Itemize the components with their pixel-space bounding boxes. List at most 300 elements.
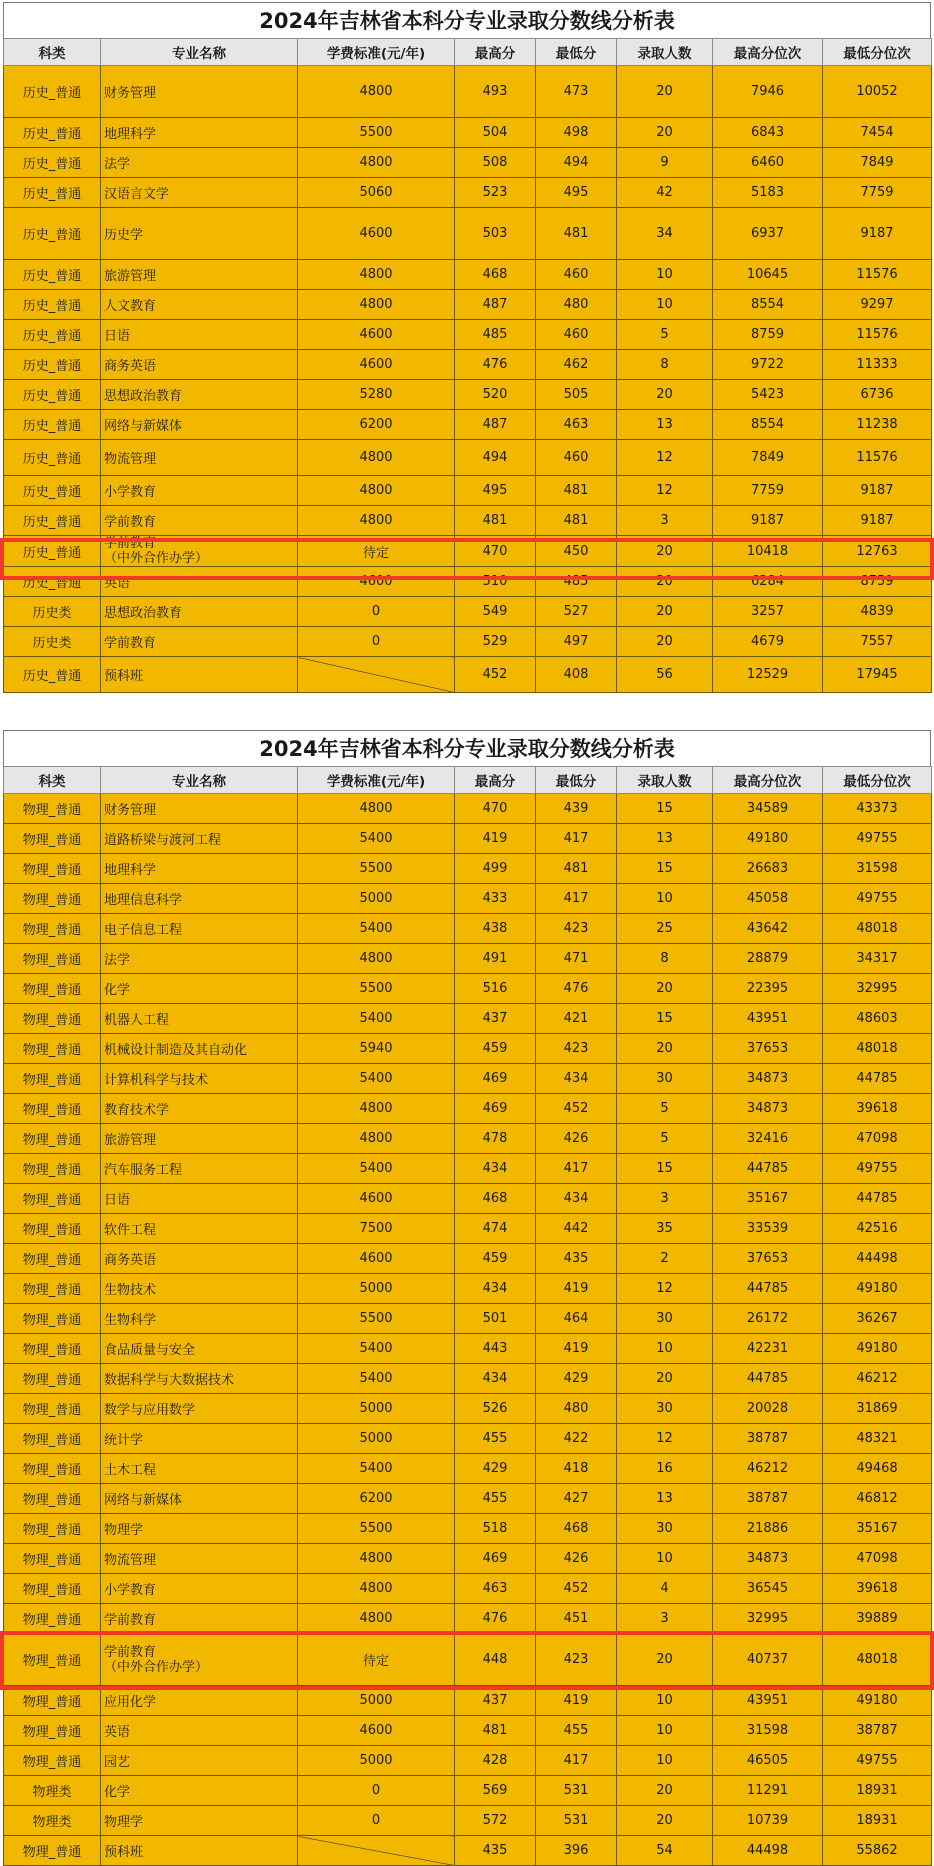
min-rank-cell: 48603 xyxy=(823,1004,932,1034)
fee-cell: 5000 xyxy=(298,884,455,914)
min-rank-cell: 10052 xyxy=(823,66,932,118)
admit-count-cell: 5 xyxy=(617,1094,713,1124)
table-row xyxy=(4,1454,932,1484)
table-row xyxy=(4,1064,932,1094)
fee-cell: 4800 xyxy=(298,260,455,290)
category-cell: 物理_普通 xyxy=(4,1064,101,1094)
admit-count-cell: 12 xyxy=(617,1424,713,1454)
admit-count-cell: 16 xyxy=(617,1454,713,1484)
max-rank-cell: 8554 xyxy=(713,410,823,440)
max-score-cell: 478 xyxy=(455,1124,536,1154)
min-score-cell: 450 xyxy=(536,536,617,567)
fee-cell: 5400 xyxy=(298,1454,455,1484)
admit-count-cell: 35 xyxy=(617,1214,713,1244)
column-header: 学费标准(元/年) xyxy=(298,39,455,66)
max-rank-cell: 44785 xyxy=(713,1274,823,1304)
major-cell: 电子信息工程 xyxy=(101,914,298,944)
major-cell: 地理信息科学 xyxy=(101,884,298,914)
category-cell: 物理_普通 xyxy=(4,1836,101,1866)
max-score-cell: 437 xyxy=(455,1004,536,1034)
max-rank-cell: 11291 xyxy=(713,1776,823,1806)
column-header: 录取人数 xyxy=(617,39,713,66)
max-score-cell: 469 xyxy=(455,1064,536,1094)
max-rank-cell: 26683 xyxy=(713,854,823,884)
min-rank-cell: 55862 xyxy=(823,1836,932,1866)
category-cell: 物理_普通 xyxy=(4,1514,101,1544)
major-cell: 网络与新媒体 xyxy=(101,1484,298,1514)
column-header: 最低分位次 xyxy=(823,39,932,66)
min-score-cell: 442 xyxy=(536,1214,617,1244)
max-rank-cell: 34873 xyxy=(713,1064,823,1094)
fee-cell: 4600 xyxy=(298,1244,455,1274)
admit-count-cell: 42 xyxy=(617,178,713,208)
fee-cell: 5400 xyxy=(298,1364,455,1394)
table-row xyxy=(4,476,932,506)
table-row xyxy=(4,824,932,854)
table-row xyxy=(4,260,932,290)
max-rank-cell: 44785 xyxy=(713,1364,823,1394)
min-score-cell: 439 xyxy=(536,794,617,824)
min-rank-cell: 49180 xyxy=(823,1274,932,1304)
major-cell: 机器人工程 xyxy=(101,1004,298,1034)
category-cell: 物理_普通 xyxy=(4,1154,101,1184)
table-row xyxy=(4,1604,932,1634)
category-cell: 历史_普通 xyxy=(4,208,101,260)
min-rank-cell: 31869 xyxy=(823,1394,932,1424)
category-cell: 物理_普通 xyxy=(4,1364,101,1394)
fee-cell: 4800 xyxy=(298,148,455,178)
min-rank-cell: 49180 xyxy=(823,1686,932,1716)
category-cell: 物理_普通 xyxy=(4,884,101,914)
admit-count-cell: 20 xyxy=(617,974,713,1004)
min-rank-cell: 18931 xyxy=(823,1776,932,1806)
min-score-cell: 485 xyxy=(536,567,617,597)
min-rank-cell: 46212 xyxy=(823,1364,932,1394)
major-cell: 思想政治教育 xyxy=(101,597,298,627)
fee-cell: 4800 xyxy=(298,1544,455,1574)
admit-count-cell: 10 xyxy=(617,260,713,290)
fee-cell: 0 xyxy=(298,597,455,627)
min-rank-cell: 49755 xyxy=(823,884,932,914)
fee-cell: 4800 xyxy=(298,944,455,974)
min-rank-cell: 42516 xyxy=(823,1214,932,1244)
column-header: 最低分 xyxy=(536,767,617,794)
min-score-cell: 527 xyxy=(536,597,617,627)
admit-count-cell: 20 xyxy=(617,66,713,118)
max-score-cell: 452 xyxy=(455,657,536,693)
major-cell: 日语 xyxy=(101,320,298,350)
category-cell: 物理_普通 xyxy=(4,1716,101,1746)
min-score-cell: 495 xyxy=(536,178,617,208)
min-rank-cell: 47098 xyxy=(823,1124,932,1154)
major-cell: 预科班 xyxy=(101,657,298,693)
table-row xyxy=(4,1484,932,1514)
category-cell: 物理_普通 xyxy=(4,854,101,884)
major-cell: 汉语言文学 xyxy=(101,178,298,208)
admission-table-physics xyxy=(3,730,931,1866)
min-score-cell: 480 xyxy=(536,1394,617,1424)
fee-cell: 4600 xyxy=(298,567,455,597)
min-score-cell: 473 xyxy=(536,66,617,118)
admit-count-cell: 3 xyxy=(617,506,713,536)
table-row xyxy=(4,794,932,824)
category-cell: 物理_普通 xyxy=(4,1686,101,1716)
min-rank-cell: 8759 xyxy=(823,567,932,597)
admit-count-cell: 15 xyxy=(617,1154,713,1184)
fee-cell: 5400 xyxy=(298,1334,455,1364)
table-row xyxy=(4,410,932,440)
max-rank-cell: 46505 xyxy=(713,1746,823,1776)
major-cell: 数学与应用数学 xyxy=(101,1394,298,1424)
admit-count-cell: 20 xyxy=(617,1034,713,1064)
max-score-cell: 433 xyxy=(455,884,536,914)
major-cell xyxy=(101,1634,298,1686)
admission-table-history xyxy=(3,2,931,693)
major-cell: 商务英语 xyxy=(101,350,298,380)
column-header: 科类 xyxy=(4,39,101,66)
fee-cell: 0 xyxy=(298,1806,455,1836)
category-cell: 物理_普通 xyxy=(4,1746,101,1776)
max-rank-cell: 20028 xyxy=(713,1394,823,1424)
max-score-cell: 487 xyxy=(455,410,536,440)
admit-count-cell: 20 xyxy=(617,1634,713,1686)
min-score-cell: 434 xyxy=(536,1184,617,1214)
category-cell: 历史_普通 xyxy=(4,536,101,567)
admit-count-cell: 10 xyxy=(617,1544,713,1574)
major-cell: 历史学 xyxy=(101,208,298,260)
max-score-cell: 504 xyxy=(455,118,536,148)
major-cell: 法学 xyxy=(101,148,298,178)
admit-count-cell: 10 xyxy=(617,290,713,320)
table-title: 2024年吉林省本科分专业录取分数线分析表 xyxy=(3,730,931,766)
max-rank-cell: 26172 xyxy=(713,1304,823,1334)
major-note: （中外合作办学） xyxy=(104,551,209,566)
max-rank-cell: 43642 xyxy=(713,914,823,944)
admit-count-cell: 15 xyxy=(617,854,713,884)
table-row xyxy=(4,1806,932,1836)
min-rank-cell: 49468 xyxy=(823,1454,932,1484)
table-row xyxy=(4,1424,932,1454)
max-score-cell: 434 xyxy=(455,1154,536,1184)
min-score-cell: 417 xyxy=(536,884,617,914)
max-score-cell: 494 xyxy=(455,440,536,476)
admit-count-cell: 13 xyxy=(617,824,713,854)
fee-cell: 4800 xyxy=(298,66,455,118)
max-rank-cell: 6284 xyxy=(713,567,823,597)
category-cell: 历史_普通 xyxy=(4,66,101,118)
admit-count-cell: 2 xyxy=(617,1244,713,1274)
admit-count-cell: 5 xyxy=(617,320,713,350)
max-score-cell: 459 xyxy=(455,1244,536,1274)
header-row xyxy=(4,39,932,66)
min-rank-cell: 49755 xyxy=(823,1746,932,1776)
table-row xyxy=(4,1214,932,1244)
min-score-cell: 423 xyxy=(536,914,617,944)
fee-cell: 5400 xyxy=(298,1064,455,1094)
category-cell: 物理_普通 xyxy=(4,1094,101,1124)
major-cell: 生物技术 xyxy=(101,1274,298,1304)
max-rank-cell: 8554 xyxy=(713,290,823,320)
max-score-cell: 569 xyxy=(455,1776,536,1806)
major-cell: 食品质量与安全 xyxy=(101,1334,298,1364)
fee-cell: 4800 xyxy=(298,290,455,320)
max-score-cell: 501 xyxy=(455,1304,536,1334)
admit-count-cell: 10 xyxy=(617,1746,713,1776)
min-score-cell: 471 xyxy=(536,944,617,974)
admit-count-cell: 20 xyxy=(617,118,713,148)
max-score-cell: 476 xyxy=(455,1604,536,1634)
admit-count-cell: 8 xyxy=(617,350,713,380)
admit-count-cell: 15 xyxy=(617,1004,713,1034)
min-rank-cell: 9297 xyxy=(823,290,932,320)
min-score-cell: 468 xyxy=(536,1514,617,1544)
table-row xyxy=(4,178,932,208)
admit-count-cell: 20 xyxy=(617,597,713,627)
min-rank-cell: 12763 xyxy=(823,536,932,567)
max-score-cell: 510 xyxy=(455,567,536,597)
table-row xyxy=(4,148,932,178)
fee-cell: 5400 xyxy=(298,1004,455,1034)
category-cell: 历史_普通 xyxy=(4,440,101,476)
table-row xyxy=(4,914,932,944)
major-name: 学前教育 xyxy=(104,536,157,551)
category-cell: 物理_普通 xyxy=(4,1184,101,1214)
max-rank-cell: 7946 xyxy=(713,66,823,118)
min-rank-cell: 7454 xyxy=(823,118,932,148)
category-cell: 物理_普通 xyxy=(4,1274,101,1304)
fee-cell: 6200 xyxy=(298,1484,455,1514)
fee-cell: 4800 xyxy=(298,476,455,506)
max-rank-cell: 38787 xyxy=(713,1484,823,1514)
fee-cell: 4800 xyxy=(298,794,455,824)
min-rank-cell: 31598 xyxy=(823,854,932,884)
category-cell: 物理_普通 xyxy=(4,1424,101,1454)
fee-cell: 4800 xyxy=(298,1124,455,1154)
fee-cell: 4800 xyxy=(298,506,455,536)
min-score-cell: 426 xyxy=(536,1124,617,1154)
min-score-cell: 418 xyxy=(536,1454,617,1484)
min-rank-cell: 11576 xyxy=(823,260,932,290)
major-cell: 地理科学 xyxy=(101,854,298,884)
max-score-cell: 438 xyxy=(455,914,536,944)
admit-count-cell: 20 xyxy=(617,1806,713,1836)
min-rank-cell: 11333 xyxy=(823,350,932,380)
major-cell: 物理学 xyxy=(101,1514,298,1544)
min-score-cell: 419 xyxy=(536,1274,617,1304)
major-cell: 学前教育 xyxy=(101,627,298,657)
admit-count-cell: 30 xyxy=(617,1304,713,1334)
category-cell: 物理_普通 xyxy=(4,1124,101,1154)
max-score-cell: 474 xyxy=(455,1214,536,1244)
table-row xyxy=(4,440,932,476)
admit-count-cell: 5 xyxy=(617,1124,713,1154)
max-rank-cell: 43951 xyxy=(713,1686,823,1716)
max-rank-cell: 7849 xyxy=(713,440,823,476)
major-cell: 网络与新媒体 xyxy=(101,410,298,440)
major-cell: 化学 xyxy=(101,974,298,1004)
max-rank-cell: 5183 xyxy=(713,178,823,208)
table-title: 2024年吉林省本科分专业录取分数线分析表 xyxy=(3,2,931,38)
major-cell: 人文教育 xyxy=(101,290,298,320)
max-score-cell: 491 xyxy=(455,944,536,974)
category-cell: 历史_普通 xyxy=(4,118,101,148)
min-rank-cell: 11576 xyxy=(823,320,932,350)
min-score-cell: 497 xyxy=(536,627,617,657)
max-score-cell: 518 xyxy=(455,1514,536,1544)
fee-cell: 6200 xyxy=(298,410,455,440)
fee-cell: 4600 xyxy=(298,320,455,350)
major-cell: 物理学 xyxy=(101,1806,298,1836)
admit-count-cell: 15 xyxy=(617,794,713,824)
max-rank-cell: 36545 xyxy=(713,1574,823,1604)
min-score-cell: 417 xyxy=(536,1746,617,1776)
column-header: 最低分 xyxy=(536,39,617,66)
max-rank-cell: 40737 xyxy=(713,1634,823,1686)
fee-cell: 5060 xyxy=(298,178,455,208)
min-score-cell: 417 xyxy=(536,1154,617,1184)
max-score-cell: 448 xyxy=(455,1634,536,1686)
admit-count-cell: 20 xyxy=(617,627,713,657)
min-score-cell: 434 xyxy=(536,1064,617,1094)
category-cell: 物理_普通 xyxy=(4,1214,101,1244)
major-cell: 学前教育 xyxy=(101,506,298,536)
fee-cell: 5000 xyxy=(298,1746,455,1776)
admit-count-cell: 10 xyxy=(617,1686,713,1716)
max-score-cell: 470 xyxy=(455,536,536,567)
max-rank-cell: 32995 xyxy=(713,1604,823,1634)
category-cell: 物理_普通 xyxy=(4,1244,101,1274)
table-row xyxy=(4,1716,932,1746)
max-score-cell: 429 xyxy=(455,1454,536,1484)
major-cell: 日语 xyxy=(101,1184,298,1214)
min-score-cell: 396 xyxy=(536,1836,617,1866)
max-rank-cell: 9187 xyxy=(713,506,823,536)
min-rank-cell: 17945 xyxy=(823,657,932,693)
fee-cell: 5500 xyxy=(298,1514,455,1544)
category-cell: 历史_普通 xyxy=(4,148,101,178)
max-rank-cell: 21886 xyxy=(713,1514,823,1544)
fee-cell: 4800 xyxy=(298,1094,455,1124)
category-cell: 历史_普通 xyxy=(4,380,101,410)
score-table xyxy=(3,766,932,1866)
min-score-cell: 460 xyxy=(536,260,617,290)
table-row xyxy=(4,1034,932,1064)
fee-cell: 4600 xyxy=(298,350,455,380)
admit-count-cell: 4 xyxy=(617,1574,713,1604)
min-score-cell: 451 xyxy=(536,1604,617,1634)
table-row xyxy=(4,208,932,260)
table-row xyxy=(4,567,932,597)
fee-cell: 5500 xyxy=(298,1304,455,1334)
table-row xyxy=(4,1094,932,1124)
max-rank-cell: 35167 xyxy=(713,1184,823,1214)
major-cell: 教育技术学 xyxy=(101,1094,298,1124)
admit-count-cell: 12 xyxy=(617,476,713,506)
category-cell: 历史_普通 xyxy=(4,290,101,320)
column-header: 最高分 xyxy=(455,39,536,66)
min-score-cell: 531 xyxy=(536,1806,617,1836)
min-rank-cell: 48018 xyxy=(823,1634,932,1686)
admit-count-cell: 13 xyxy=(617,410,713,440)
min-score-cell: 505 xyxy=(536,380,617,410)
max-rank-cell: 9722 xyxy=(713,350,823,380)
major-cell: 土木工程 xyxy=(101,1454,298,1484)
min-score-cell: 464 xyxy=(536,1304,617,1334)
fee-cell xyxy=(298,657,455,693)
column-header: 最高分位次 xyxy=(713,767,823,794)
major-cell: 法学 xyxy=(101,944,298,974)
category-cell: 历史_普通 xyxy=(4,506,101,536)
max-score-cell: 419 xyxy=(455,824,536,854)
max-score-cell: 468 xyxy=(455,1184,536,1214)
min-rank-cell: 4839 xyxy=(823,597,932,627)
admit-count-cell: 20 xyxy=(617,567,713,597)
admit-count-cell: 30 xyxy=(617,1064,713,1094)
fee-cell: 待定 xyxy=(298,536,455,567)
table-row xyxy=(4,506,932,536)
fee-cell: 5500 xyxy=(298,118,455,148)
fee-cell: 7500 xyxy=(298,1214,455,1244)
major-cell: 物流管理 xyxy=(101,440,298,476)
fee-cell: 4800 xyxy=(298,440,455,476)
fee-cell: 4600 xyxy=(298,1716,455,1746)
major-name: 学前教育 xyxy=(104,1644,157,1660)
min-rank-cell: 44498 xyxy=(823,1244,932,1274)
min-rank-cell: 7557 xyxy=(823,627,932,657)
max-score-cell: 434 xyxy=(455,1274,536,1304)
fee-cell: 5500 xyxy=(298,854,455,884)
max-score-cell: 520 xyxy=(455,380,536,410)
min-rank-cell: 38787 xyxy=(823,1716,932,1746)
fee-cell: 5400 xyxy=(298,914,455,944)
table-row xyxy=(4,1244,932,1274)
max-rank-cell: 44785 xyxy=(713,1154,823,1184)
max-rank-cell: 33539 xyxy=(713,1214,823,1244)
min-score-cell: 426 xyxy=(536,1544,617,1574)
admit-count-cell: 12 xyxy=(617,1274,713,1304)
max-rank-cell: 34589 xyxy=(713,794,823,824)
max-score-cell: 487 xyxy=(455,290,536,320)
major-note: （中外合作办学） xyxy=(104,1659,209,1675)
category-cell: 物理_普通 xyxy=(4,1334,101,1364)
max-score-cell: 469 xyxy=(455,1544,536,1574)
fee-cell: 5000 xyxy=(298,1394,455,1424)
table-row xyxy=(4,627,932,657)
major-cell: 小学教育 xyxy=(101,1574,298,1604)
table-row xyxy=(4,290,932,320)
min-rank-cell: 44785 xyxy=(823,1184,932,1214)
table-row xyxy=(4,1364,932,1394)
min-score-cell: 452 xyxy=(536,1094,617,1124)
min-score-cell: 429 xyxy=(536,1364,617,1394)
min-rank-cell: 49755 xyxy=(823,824,932,854)
table-row xyxy=(4,380,932,410)
max-score-cell: 437 xyxy=(455,1686,536,1716)
min-score-cell: 460 xyxy=(536,440,617,476)
max-rank-cell: 43951 xyxy=(713,1004,823,1034)
sheet-gap xyxy=(0,712,934,730)
major-cell: 英语 xyxy=(101,567,298,597)
table-row xyxy=(4,1334,932,1364)
category-cell: 物理_普通 xyxy=(4,1454,101,1484)
major-cell: 地理科学 xyxy=(101,118,298,148)
min-rank-cell: 6736 xyxy=(823,380,932,410)
table-row xyxy=(4,1544,932,1574)
category-cell: 物理_普通 xyxy=(4,1634,101,1686)
min-rank-cell: 18931 xyxy=(823,1806,932,1836)
admit-count-cell: 13 xyxy=(617,1484,713,1514)
column-header: 专业名称 xyxy=(101,767,298,794)
